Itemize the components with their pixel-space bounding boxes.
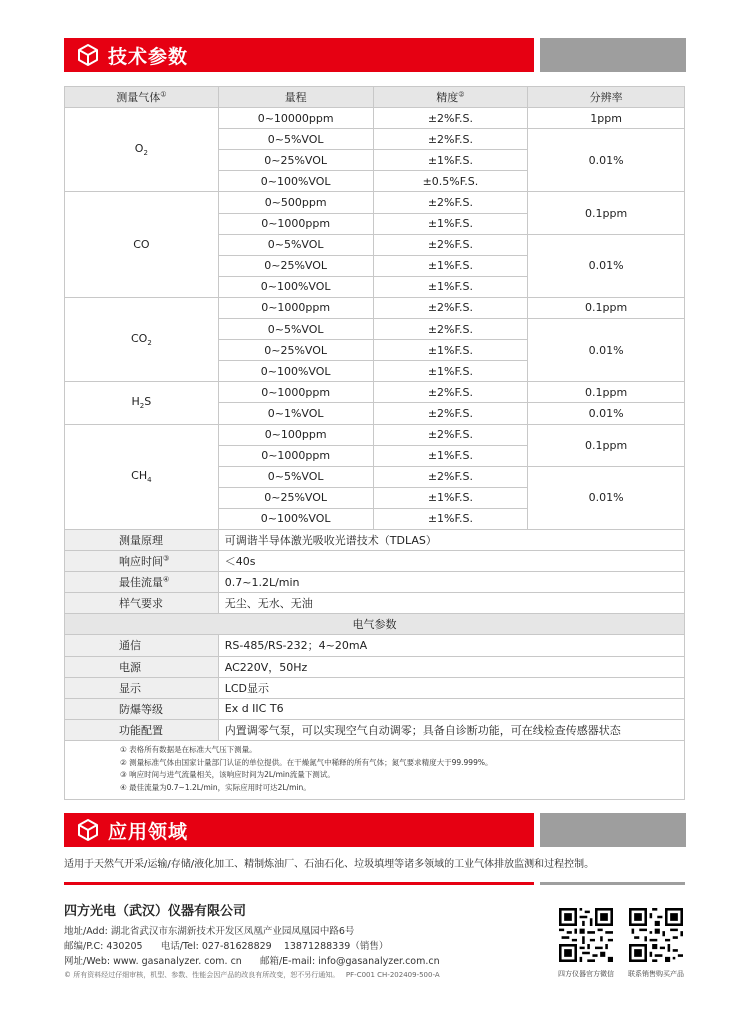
divider-gray (540, 882, 685, 885)
table-row: 0~5%VOL ±2%F.S. 0.01% (65, 234, 685, 255)
section-title: 技术参数 (108, 45, 189, 68)
footnote: ④ 最佳流量为0.7~1.2L/min，实际应用时可达2L/min。 (120, 782, 311, 792)
gas-h2s: $H_2S$ (65, 382, 219, 424)
gas-co: CO (65, 192, 219, 297)
qr-code-sales (629, 908, 683, 962)
header-gray-block (540, 813, 686, 847)
param-row: 电源 AC220V，50Hz (65, 656, 685, 677)
divider-red (64, 882, 534, 885)
footnote: ② 测量标准气体由国家计量部门认证的单位提供。在干燥氮气中稀释的所有气体；氮气要求精度大于99.999%。 (120, 757, 493, 767)
param-row: 响应时间③ ＜40s (65, 551, 685, 572)
web-line (64, 953, 440, 967)
table-row: $CH_4$ 0~100ppm ±2%F.S. 0.1ppm (65, 424, 685, 445)
table-row: $O_2$ 0~10000ppm ±2%F.S. 1ppm (65, 108, 685, 129)
phone-line: 邮编/P.C: 430205 电话/Tel: 027-81628829 13871288339（销售） (64, 941, 389, 952)
table-row: CO 0~500ppm ±2%F.S. 0.1ppm (65, 192, 685, 213)
param-row: 样气要求 无尘、无水、无油 (65, 593, 685, 614)
header-gray-block (540, 38, 686, 72)
table-row: 0~25%VOL ±1%F.S. (65, 340, 685, 361)
table-header-row (65, 87, 685, 108)
table-row: 0~25%VOL ±1%F.S. (65, 487, 685, 508)
website-link[interactable]: 网址/Web: www. gasanalyzer. com. cn (64, 956, 242, 967)
table-row: 0~25%VOL ±1%F.S. (65, 150, 685, 171)
address: 地址/Add: 湖北省武汉市东湖新技术开发区凤凰产业园凤凰园中路6号 (64, 926, 355, 937)
gas-ch4: $CH_4$ (65, 424, 219, 529)
table-row: 0~1000ppm ±1%F.S. (65, 213, 685, 234)
cube-icon (76, 43, 100, 67)
param-row: 防爆等级 Ex d IIC T6 (65, 698, 685, 719)
electrical-header-row: 电气参数 (65, 614, 685, 635)
tech-params-header (64, 38, 534, 72)
application-header (64, 813, 534, 847)
qr-label-wechat: 四方仪器官方微信 (558, 970, 614, 978)
gas-o2: $O_2$ (65, 108, 219, 192)
table-row: $CO_2$ 0~1000ppm ±2%F.S. 0.1ppm (65, 297, 685, 318)
table-row: 0~100%VOL ±0.5%F.S. (65, 171, 685, 192)
qr-label-sales: 联系销售购买产品 (628, 970, 684, 978)
header-gas: 测量气体① (65, 87, 219, 108)
header-range: 量程 (218, 87, 373, 108)
table-row: 0~25%VOL ±1%F.S. (65, 255, 685, 276)
footnote: ① 表格所有数据是在标准大气压下测量。 (120, 745, 257, 754)
email-link[interactable]: 邮箱/E-mail: info@gasanalyzer.com.cn (259, 956, 440, 967)
header-resolution: 分辨率 (528, 87, 685, 108)
table-row: 0~5%VOL ±2%F.S. 0.01% (65, 129, 685, 150)
param-row: 功能配置 内置调零气泵，可以实现空气自动调零；具备自诊断功能，可在线检查传感器状态 (65, 719, 685, 740)
table-row: 0~100%VOL ±1%F.S. (65, 276, 685, 297)
table-row: 0~1000ppm ±1%F.S. (65, 445, 685, 466)
application-text: 适用于天然气开采/运输/存储/液化加工、精制炼油厂、石油石化、垃圾填埋等诸多领域的工业气体排放监测和过程控制。 (64, 859, 595, 870)
table-row: 0~100%VOL ±1%F.S. (65, 508, 685, 529)
param-row: 通信 RS-485/RS-232；4~20mA (65, 635, 685, 656)
company-name: 四方光电（武汉）仪器有限公司 (64, 904, 247, 919)
table-row: $H_2S$ 0~1000ppm ±2%F.S. 0.1ppm (65, 382, 685, 403)
gas-co2: $CO_2$ (65, 297, 219, 381)
footnotes (64, 740, 685, 800)
header-accuracy: 精度② (373, 87, 528, 108)
param-row: 最佳流量④ 0.7~1.2L/min (65, 572, 685, 593)
qr-code-wechat (559, 908, 613, 962)
table-row: 0~100%VOL ±1%F.S. (65, 361, 685, 382)
section-title: 应用领域 (108, 820, 189, 843)
param-row: 测量原理 可调谐半导体激光吸收光谱技术（TDLAS） (65, 529, 685, 550)
copyright: © 所有资料经过仔细审核，机型、参数、性能会因产品的改良有所改变，恕不另行通知。 PF-C001 CH-202409-500-A (64, 971, 440, 979)
footnote: ③ 响应时间与进气流量相关，该响应时间为2L/min流量下测试。 (120, 770, 335, 779)
table-row: 0~1%VOL ±2%F.S. 0.01% (65, 403, 685, 424)
spec-table (64, 86, 685, 741)
table-row: 0~5%VOL ±2%F.S. 0.01% (65, 319, 685, 340)
cube-icon (76, 818, 100, 842)
param-row: 显示 LCD显示 (65, 677, 685, 698)
table-row: 0~5%VOL ±2%F.S. 0.01% (65, 466, 685, 487)
